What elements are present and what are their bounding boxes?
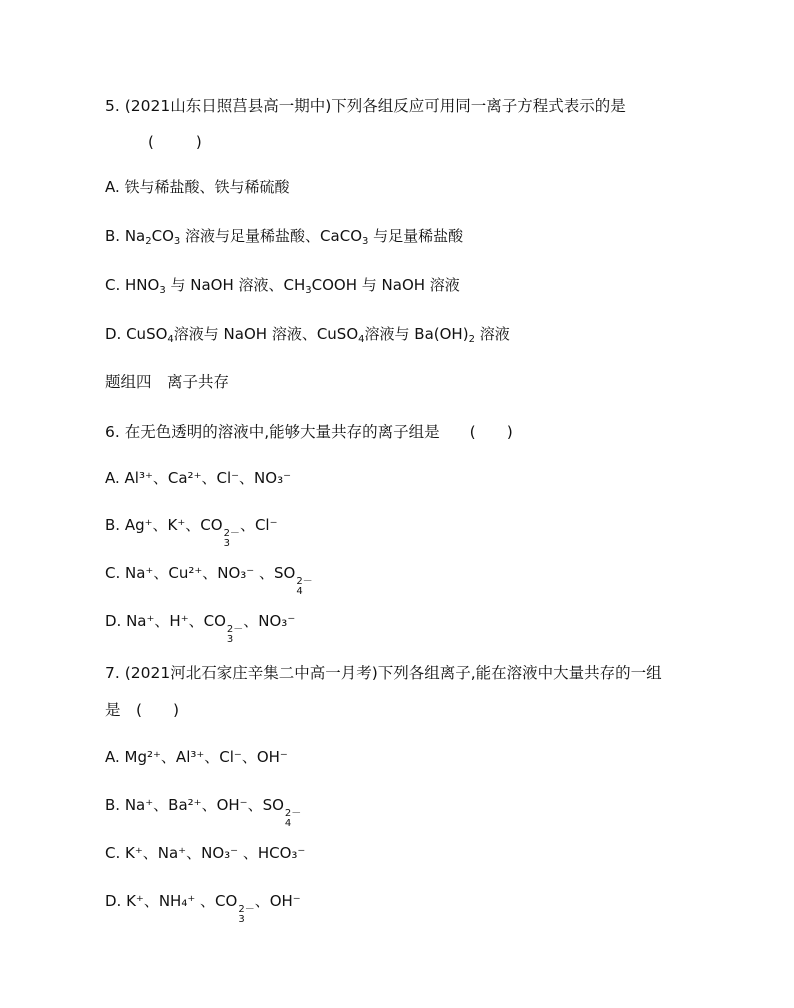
q5-b-text-4: 与足量稀盐酸	[368, 227, 464, 245]
q6-stem: 6. 在无色透明的溶液中,能够大量共存的离子组是	[105, 423, 440, 441]
q7-d-sub: 3	[238, 914, 245, 925]
q5-blank-close: )	[195, 133, 202, 151]
q7-option-c: C. K⁺、Na⁺、NO₃⁻ 、HCO₃⁻	[105, 844, 306, 862]
q7-stem-line2: 是 ( )	[105, 701, 180, 719]
q6-b-tail: 、Cl⁻	[239, 516, 278, 534]
q5-b-sub-3: 3	[362, 236, 369, 247]
q5-c-text-2: 与 NaOH 溶液、CH	[165, 276, 306, 294]
q6-b-sub: 3	[223, 538, 230, 549]
q7-option-a: A. Mg²⁺、Al³⁺、Cl⁻、OH⁻	[105, 748, 288, 766]
q7-d-sup: 2－	[238, 904, 255, 915]
q7-b-sup: 2－	[284, 808, 302, 819]
q6-d-ion-charge	[227, 625, 243, 645]
q7-b-label: B. Na⁺、Ba²⁺、OH⁻、SO	[105, 796, 284, 814]
q7-b-ion-charge	[285, 809, 301, 829]
q7-d-tail: 、OH⁻	[254, 892, 301, 910]
q6-b-sup: 2－	[223, 528, 240, 539]
q6-d-tail: 、NO₃⁻	[243, 612, 296, 630]
q7-d-ion-charge	[238, 905, 254, 925]
q5-option-c	[105, 275, 460, 295]
q6-c-ion-charge	[296, 577, 312, 597]
q5-option-a: A. 铁与稀盐酸、铁与稀硫酸	[105, 178, 290, 196]
q5-d-text-1: D. CuSO	[105, 325, 168, 343]
q6-c-sup: 2－	[296, 576, 313, 587]
q6-b-label: B. Ag⁺、K⁺、CO	[105, 516, 223, 534]
q5-answer-blank	[148, 132, 202, 152]
q5-option-d	[105, 324, 510, 344]
q5-stem: 5. (2021山东日照莒县高一期中)下列各组反应可用同一离子方程式表示的是	[105, 97, 626, 115]
q6-stem-line	[105, 422, 513, 442]
q6-answer-blank: ( )	[469, 423, 513, 441]
q7-option-b	[105, 795, 301, 829]
q6-c-label: C. Na⁺、Cu²⁺、NO₃⁻ 、SO	[105, 564, 296, 582]
q6-option-c	[105, 563, 313, 597]
q5-c-text-1: C. HNO	[105, 276, 160, 294]
q6-d-sub: 3	[226, 634, 234, 645]
q6-option-d	[105, 611, 295, 645]
q7-d-label: D. K⁺、NH₄⁺ 、CO	[105, 892, 238, 910]
q7-stem: 7. (2021河北石家庄辛集二中高一月考)下列各组离子,能在溶液中大量共存的一组	[105, 664, 662, 682]
q5-d-sub-3: 2	[468, 334, 475, 345]
q5-b-text-1: B. Na	[105, 227, 146, 245]
q6-d-label: D. Na⁺、H⁺、CO	[105, 612, 226, 630]
q7-option-d	[105, 891, 301, 925]
q5-d-sub-2: 4	[358, 334, 365, 345]
q7-b-sub: 4	[284, 818, 292, 829]
q6-option-b	[105, 515, 278, 549]
q5-blank-open: (	[148, 133, 154, 151]
q5-c-sub-1: 3	[159, 285, 166, 296]
q6-d-sup: 2－	[226, 624, 244, 635]
q5-c-sub-2: 3	[305, 285, 312, 296]
q6-option-a: A. Al³⁺、Ca²⁺、Cl⁻、NO₃⁻	[105, 469, 292, 487]
q5-option-b	[105, 226, 463, 246]
q6-c-sub: 4	[296, 586, 303, 597]
q5-b-sub-1: 2	[145, 236, 152, 247]
q5-c-text-3: COOH 与 NaOH 溶液	[311, 276, 460, 294]
q5-b-sub-2: 3	[173, 236, 181, 247]
q5-b-text-3: 溶液与足量稀盐酸、CaCO	[180, 227, 362, 245]
q6-b-ion-charge	[224, 529, 240, 549]
q5-d-text-3: 溶液与 Ba(OH)	[364, 325, 469, 343]
section-title: 题组四 离子共存	[105, 373, 230, 391]
q5-d-sub-1: 4	[167, 334, 174, 345]
q5-d-text-2: 溶液与 NaOH 溶液、CuSO	[173, 325, 359, 343]
q5-d-text-4: 溶液	[474, 325, 510, 343]
q5-b-text-2: CO	[151, 227, 174, 245]
